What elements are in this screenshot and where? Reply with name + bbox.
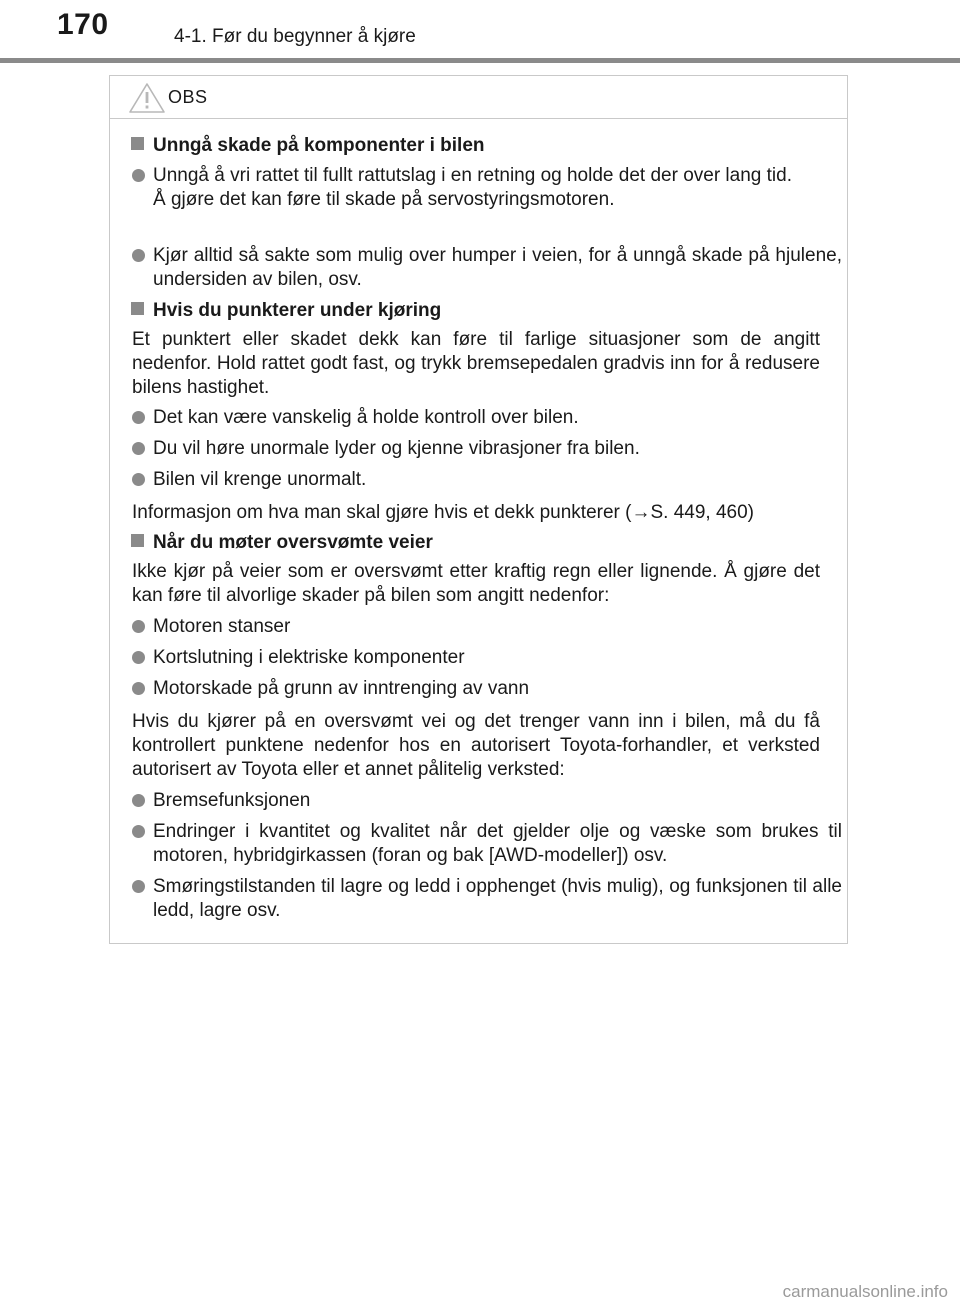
page-header — [0, 0, 960, 62]
bullet-steering: Unngå å vri rattet til fullt rattutslag i en retning og holde det der over lang tid. Å gjøre det kan føre til skade på servostyringsmotoren. — [132, 164, 842, 212]
bullet-dot-icon — [132, 169, 145, 182]
bullet-drive-slowly: Kjør alltid så sakte som mulig over humper i veien, for å unngå skade på hjulene, undersiden av bilen, osv. — [132, 244, 842, 292]
bullet-dot-icon — [132, 880, 145, 893]
bullet-dot-icon — [132, 825, 145, 838]
section-title-component-damage: Unngå skade på komponenter i bilen — [131, 134, 485, 158]
bullet-lubrication: Smøringstilstanden til lagre og ledd i opphenget (hvis mulig), og funksjonen til alle ledd, lagre osv. — [132, 875, 842, 923]
bullet-dot-icon — [132, 411, 145, 424]
section-marker-icon — [131, 302, 144, 315]
puncture-intro: Et punktert eller skadet dekk kan føre til farlige situasjoner som de angitt nedenfor. Hold rattet godt fast, og trykk bremsepedalen gradvis inn for å redusere bilens hastighet. — [132, 329, 820, 398]
bullet-dot-icon — [132, 473, 145, 486]
header-rule — [0, 58, 960, 63]
bullet-engine-stall: Motoren stanser — [132, 615, 842, 639]
bullet-dot-icon — [132, 620, 145, 633]
bullet-noise: Du vil høre unormale lyder og kjenne vibrasjoner fra bilen. — [132, 437, 842, 461]
puncture-reference: Informasjon om hva man skal gjøre hvis et dekk punkterer (→S. 449, 460) — [132, 502, 755, 523]
section-title-flooded-roads: Når du møter oversvømte veier — [131, 531, 433, 555]
section-marker-icon — [131, 137, 144, 150]
bullet-brakes: Bremsefunksjonen — [132, 789, 842, 813]
page-number: 170 — [57, 8, 109, 41]
bullet-oil-fluids: Endringer i kvantitet og kvalitet når det gjelder olje og væske som brukes til motoren, hybridgirkassen (foran og bak [AWD-modeller]) osv. — [132, 820, 842, 868]
bullet-dot-icon — [132, 442, 145, 455]
bullet-short-circuit: Kortslutning i elektriske komponenter — [132, 646, 842, 670]
bullet-dot-icon — [132, 651, 145, 664]
notice-header — [110, 76, 847, 119]
notice-box — [109, 75, 848, 944]
bullet-dot-icon — [132, 794, 145, 807]
watermark: carmanualsonline.info — [782, 1282, 948, 1301]
warning-triangle-icon — [128, 82, 166, 114]
reference-arrow-icon: → — [631, 502, 651, 523]
bullet-dot-icon — [132, 682, 145, 695]
bullet-lean: Bilen vil krenge unormalt. — [132, 468, 842, 492]
flood-inspection: Hvis du kjører på en oversvømt vei og det trenger vann inn i bilen, må du få kontrollert punktene nedenfor hos en autorisert Toyota-forhandler, et verksted autorisert av Toyota eller et annet pålitelig verksted: — [132, 711, 820, 780]
bullet-engine-damage: Motorskade på grunn av inntrenging av vann — [132, 677, 842, 701]
section-title-puncture: Hvis du punkterer under kjøring — [131, 299, 441, 323]
bullet-dot-icon — [132, 249, 145, 262]
section-marker-icon — [131, 534, 144, 547]
notice-label: OBS — [168, 87, 208, 107]
bullet-control: Det kan være vanskelig å holde kontroll over bilen. — [132, 406, 842, 430]
flood-intro: Ikke kjør på veier som er oversvømt etter kraftig regn eller lignende. Å gjøre det kan føre til alvorlige skader på bilen som angitt nedenfor: — [132, 561, 820, 606]
chapter-title: 4-1. Før du begynner å kjøre — [174, 26, 416, 47]
